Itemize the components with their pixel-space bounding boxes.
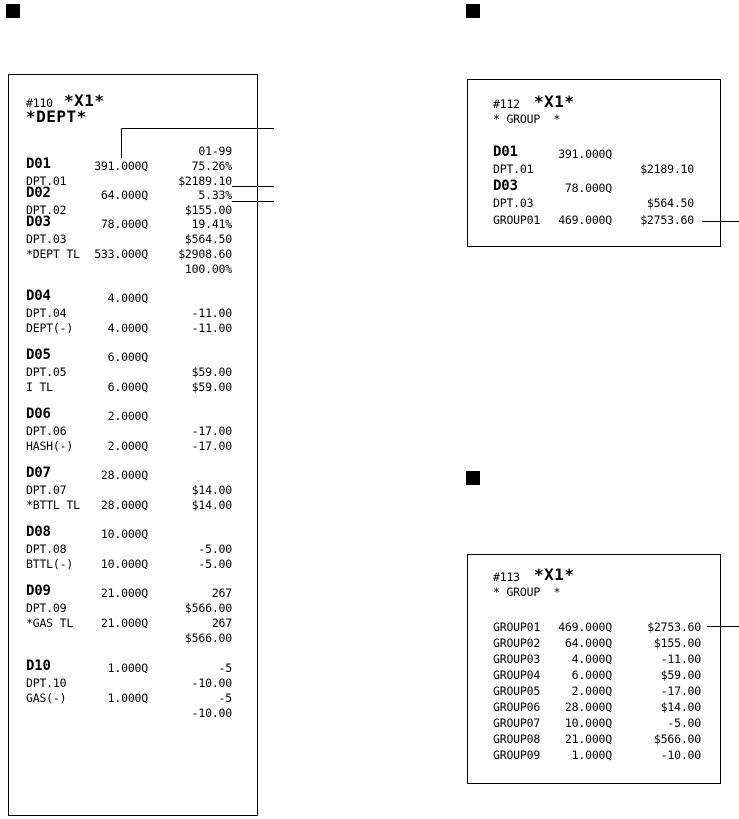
row-quantity: 6.000Q xyxy=(107,350,148,364)
row-label: BTTL(-) xyxy=(26,557,74,571)
row-quantity: 4.000Q xyxy=(107,291,148,305)
mode-label: *X1* xyxy=(534,92,575,111)
row-label: D05 xyxy=(26,347,51,363)
callout-leader-line xyxy=(232,186,274,187)
report-title: *DEPT* xyxy=(26,107,87,126)
row-quantity: 10.000Q xyxy=(100,527,148,541)
callout-leader-line xyxy=(121,128,122,158)
row-amount: $59.00 xyxy=(191,365,232,379)
mode-label: *X1* xyxy=(534,565,575,584)
row-label: I TL xyxy=(26,380,53,394)
row-label: HASH(-) xyxy=(26,439,74,453)
row-label: DPT.03 xyxy=(26,232,67,246)
row-label: DPT.06 xyxy=(26,424,67,438)
receipt-number: #110 xyxy=(26,96,53,110)
row-quantity: 1.000Q xyxy=(107,691,148,705)
row-quantity: 78.000Q xyxy=(564,181,612,195)
row-amount: $564.50 xyxy=(646,196,694,210)
row-quantity: 2.000Q xyxy=(107,409,148,423)
row-amount: $2189.10 xyxy=(640,162,694,176)
row-quantity: 21.000Q xyxy=(100,586,148,600)
receipt-number: #113 xyxy=(493,570,520,584)
mode-label: *X1* xyxy=(64,91,105,110)
callout-leader-line xyxy=(121,128,274,129)
row-amount: $14.00 xyxy=(191,498,232,512)
row-label: D07 xyxy=(26,465,51,481)
row-amount: -11.00 xyxy=(660,652,701,666)
row-label: D03 xyxy=(26,214,51,230)
row-label: DPT.05 xyxy=(26,365,67,379)
row-amount: -17.00 xyxy=(191,424,232,438)
row-amount: $566.00 xyxy=(653,732,701,746)
row-amount: -5 xyxy=(218,691,232,705)
row-amount: $2189.10 xyxy=(178,174,232,188)
row-label: *BTTL TL xyxy=(26,498,80,512)
row-amount: $14.00 xyxy=(191,483,232,497)
row-amount: $2753.60 xyxy=(647,620,701,634)
row-amount: 267 xyxy=(211,616,232,630)
row-quantity: 2.000Q xyxy=(107,439,148,453)
row-label: GROUP09 xyxy=(493,748,541,762)
row-label: D03 xyxy=(493,178,518,194)
row-quantity: 4.000Q xyxy=(571,652,612,666)
row-label: DPT.03 xyxy=(493,196,534,210)
row-amount: $155.00 xyxy=(653,636,701,650)
callout-leader-line xyxy=(707,626,739,627)
row-label: DPT.10 xyxy=(26,676,67,690)
row-label: DPT.04 xyxy=(26,306,67,320)
row-quantity: 28.000Q xyxy=(564,700,612,714)
row-amount: $155.00 xyxy=(184,203,232,217)
row-quantity: 1.000Q xyxy=(107,661,148,675)
row-quantity: 78.000Q xyxy=(100,217,148,231)
section-marker xyxy=(466,4,480,18)
row-quantity: 469.000Q xyxy=(558,620,612,634)
row-quantity: 2.000Q xyxy=(571,684,612,698)
row-amount: 100.00% xyxy=(184,262,232,276)
row-label: *GAS TL xyxy=(26,616,74,630)
callout-leader-line xyxy=(702,221,739,222)
row-amount: 267 xyxy=(211,586,232,600)
row-amount: $566.00 xyxy=(184,601,232,615)
row-quantity: 21.000Q xyxy=(100,616,148,630)
row-amount: 5.33% xyxy=(198,188,232,202)
row-amount: -10.00 xyxy=(191,676,232,690)
row-label: GROUP02 xyxy=(493,636,541,650)
row-amount: $59.00 xyxy=(660,668,701,682)
row-label: GAS(-) xyxy=(26,691,67,705)
row-label: DPT.01 xyxy=(26,174,67,188)
row-label: D02 xyxy=(26,185,51,201)
row-label: *DEPT TL xyxy=(26,247,80,261)
row-label: D04 xyxy=(26,288,51,304)
row-amount: -17.00 xyxy=(660,684,701,698)
row-amount: $59.00 xyxy=(191,380,232,394)
section-marker xyxy=(6,4,20,18)
row-label: DEPT(-) xyxy=(26,321,74,335)
row-label: DPT.07 xyxy=(26,483,67,497)
row-amount: 75.26% xyxy=(191,159,232,173)
row-amount: -5.00 xyxy=(198,557,232,571)
row-label: D06 xyxy=(26,406,51,422)
row-label: GROUP07 xyxy=(493,716,541,730)
row-quantity: 6.000Q xyxy=(571,668,612,682)
row-label: GROUP01 xyxy=(493,620,541,634)
row-label: DPT.01 xyxy=(493,162,534,176)
row-amount: $14.00 xyxy=(660,700,701,714)
row-label: DPT.08 xyxy=(26,542,67,556)
row-quantity: 10.000Q xyxy=(100,557,148,571)
row-label: GROUP05 xyxy=(493,684,541,698)
report-title: * GROUP * xyxy=(493,585,561,599)
row-quantity: 533.000Q xyxy=(94,247,148,261)
row-amount: -11.00 xyxy=(191,306,232,320)
receipt-number: #112 xyxy=(493,97,520,111)
callout-leader-line xyxy=(232,201,274,202)
row-amount: -5.00 xyxy=(198,542,232,556)
row-quantity: 6.000Q xyxy=(107,380,148,394)
row-quantity: 391.000Q xyxy=(558,147,612,161)
row-amount: -17.00 xyxy=(191,439,232,453)
section-marker xyxy=(466,471,480,485)
row-amount: -10.00 xyxy=(660,748,701,762)
row-label: GROUP03 xyxy=(493,652,541,666)
row-label: D10 xyxy=(26,658,51,674)
row-quantity: 28.000Q xyxy=(100,498,148,512)
row-quantity: 28.000Q xyxy=(100,468,148,482)
row-quantity: 4.000Q xyxy=(107,321,148,335)
row-label: GROUP08 xyxy=(493,732,541,746)
row-amount: -5 xyxy=(218,661,232,675)
row-quantity: 391.000Q xyxy=(94,159,148,173)
row-amount: $564.50 xyxy=(184,232,232,246)
row-quantity: 64.000Q xyxy=(100,188,148,202)
row-amount: -5.00 xyxy=(667,716,701,730)
row-quantity: 10.000Q xyxy=(564,716,612,730)
row-label: D08 xyxy=(26,524,51,540)
row-amount: 19.41% xyxy=(191,217,232,231)
row-quantity: 1.000Q xyxy=(571,748,612,762)
row-label: D01 xyxy=(493,144,518,160)
row-label: GROUP06 xyxy=(493,700,541,714)
row-amount: $2753.60 xyxy=(640,213,694,227)
row-amount: -10.00 xyxy=(191,706,232,720)
dept-range: 01-99 xyxy=(198,144,232,158)
row-label: D09 xyxy=(26,583,51,599)
row-amount: $2908.60 xyxy=(178,247,232,261)
row-quantity: 64.000Q xyxy=(564,636,612,650)
row-label: GROUP01 xyxy=(493,213,541,227)
report-title: * GROUP * xyxy=(493,112,561,126)
row-label: GROUP04 xyxy=(493,668,541,682)
row-label: D01 xyxy=(26,156,51,172)
row-amount: -11.00 xyxy=(191,321,232,335)
row-quantity: 469.000Q xyxy=(558,213,612,227)
row-amount: $566.00 xyxy=(184,631,232,645)
row-quantity: 21.000Q xyxy=(564,732,612,746)
row-label: DPT.09 xyxy=(26,601,67,615)
row-label: DPT.02 xyxy=(26,203,67,217)
